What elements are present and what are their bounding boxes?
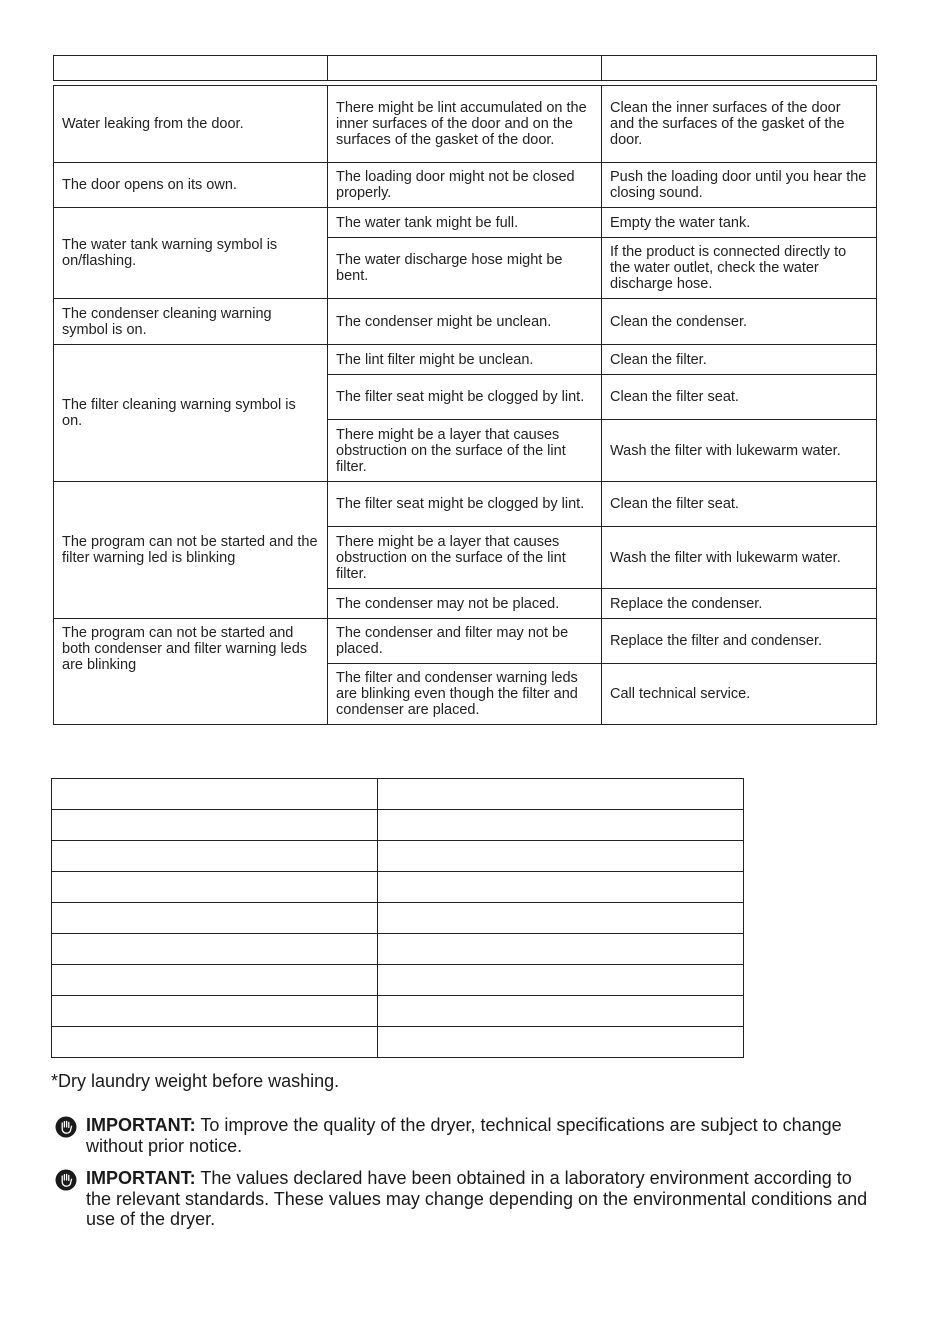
hand-stop-icon <box>55 1116 77 1138</box>
important-notice <box>55 1168 875 1230</box>
spec-row <box>52 841 744 872</box>
solution-cell: Wash the filter with lukewarm water. <box>602 420 877 482</box>
spec-row <box>52 934 744 965</box>
problem-cell: The program can not be started and the filter warning led is blinking <box>54 482 328 619</box>
problem-cell: The water tank warning symbol is on/flashing. <box>54 208 328 299</box>
spec-value-cell <box>378 965 744 996</box>
troubleshooting-header-row <box>54 56 877 81</box>
header-cell-solution <box>602 56 877 81</box>
spec-value-cell <box>378 841 744 872</box>
problem-cell: The filter cleaning warning symbol is on. <box>54 345 328 482</box>
spec-row <box>52 872 744 903</box>
cause-cell: The water discharge hose might be bent. <box>328 238 602 299</box>
hand-stop-icon <box>55 1169 77 1191</box>
cause-cell: The condenser might be unclean. <box>328 299 602 345</box>
specifications-table-body <box>52 779 744 1058</box>
table-row <box>54 482 877 527</box>
footnote: *Dry laundry weight before washing. <box>51 1071 340 1091</box>
solution-cell: Push the loading door until you hear the closing sound. <box>602 163 877 208</box>
spec-value-cell <box>378 903 744 934</box>
spec-row <box>52 965 744 996</box>
spec-label-cell <box>52 841 378 872</box>
solution-cell: If the product is connected directly to the water outlet, check the water discharge hose. <box>602 238 877 299</box>
cause-cell: The condenser and filter may not be placed. <box>328 619 602 664</box>
table-row <box>54 299 877 345</box>
solution-cell: Empty the water tank. <box>602 208 877 238</box>
cause-cell: The filter seat might be clogged by lint. <box>328 482 602 527</box>
solution-cell: Replace the filter and condenser. <box>602 619 877 664</box>
cause-cell: There might be lint accumulated on the inner surfaces of the door and on the surfaces of the gasket of the door. <box>328 86 602 163</box>
table-row <box>54 208 877 238</box>
header-cell-problem <box>54 56 328 81</box>
notice-body <box>86 1168 875 1230</box>
notice-label: IMPORTANT: <box>86 1168 196 1188</box>
troubleshooting-table <box>53 55 877 725</box>
spec-value-cell <box>378 1027 744 1058</box>
spec-label-cell <box>52 965 378 996</box>
solution-cell: Clean the condenser. <box>602 299 877 345</box>
notice-text: The values declared have been obtained in a laboratory environment according to the relevant standards. These values may change depending on the environmental conditions and use of the dryer. <box>86 1168 868 1229</box>
solution-cell: Wash the filter with lukewarm water. <box>602 527 877 589</box>
cause-cell: The loading door might not be closed properly. <box>328 163 602 208</box>
table-row <box>54 163 877 208</box>
spec-row <box>52 810 744 841</box>
cause-cell: There might be a layer that causes obstruction on the surface of the lint filter. <box>328 527 602 589</box>
spec-row <box>52 996 744 1027</box>
spec-value-cell <box>378 996 744 1027</box>
cause-cell: The lint filter might be unclean. <box>328 345 602 375</box>
notice-text: To improve the quality of the dryer, technical specifications are subject to change without prior notice. <box>86 1115 842 1156</box>
important-notice <box>55 1115 875 1156</box>
spec-value-cell <box>378 810 744 841</box>
table-row <box>54 86 877 163</box>
spec-label-cell <box>52 810 378 841</box>
table-row <box>54 345 877 375</box>
problem-cell: The program can not be started and both condenser and filter warning leds are blinking <box>54 619 328 725</box>
notice-body <box>86 1115 875 1156</box>
notice-label: IMPORTANT: <box>86 1115 196 1135</box>
cause-cell: The condenser may not be placed. <box>328 589 602 619</box>
spec-row <box>52 779 744 810</box>
table-row <box>54 619 877 664</box>
header-cell-cause <box>328 56 602 81</box>
solution-cell: Clean the filter. <box>602 345 877 375</box>
problem-cell: The door opens on its own. <box>54 163 328 208</box>
cause-cell: There might be a layer that causes obstruction on the surface of the lint filter. <box>328 420 602 482</box>
spec-label-cell <box>52 934 378 965</box>
specifications-table <box>51 778 744 1058</box>
cause-cell: The filter and condenser warning leds are blinking even though the filter and condenser are placed. <box>328 664 602 725</box>
solution-cell: Clean the filter seat. <box>602 482 877 527</box>
spec-row <box>52 903 744 934</box>
spec-label-cell <box>52 903 378 934</box>
spec-value-cell <box>378 872 744 903</box>
solution-cell: Call technical service. <box>602 664 877 725</box>
solution-cell: Clean the filter seat. <box>602 375 877 420</box>
spec-label-cell <box>52 779 378 810</box>
problem-cell: Water leaking from the door. <box>54 86 328 163</box>
problem-cell: The condenser cleaning warning symbol is on. <box>54 299 328 345</box>
cause-cell: The filter seat might be clogged by lint. <box>328 375 602 420</box>
spec-row <box>52 1027 744 1058</box>
solution-cell: Replace the condenser. <box>602 589 877 619</box>
spec-label-cell <box>52 872 378 903</box>
spec-label-cell <box>52 1027 378 1058</box>
spec-value-cell <box>378 934 744 965</box>
cause-cell: The water tank might be full. <box>328 208 602 238</box>
solution-cell: Clean the inner surfaces of the door and the surfaces of the gasket of the door. <box>602 86 877 163</box>
spec-value-cell <box>378 779 744 810</box>
spec-label-cell <box>52 996 378 1027</box>
